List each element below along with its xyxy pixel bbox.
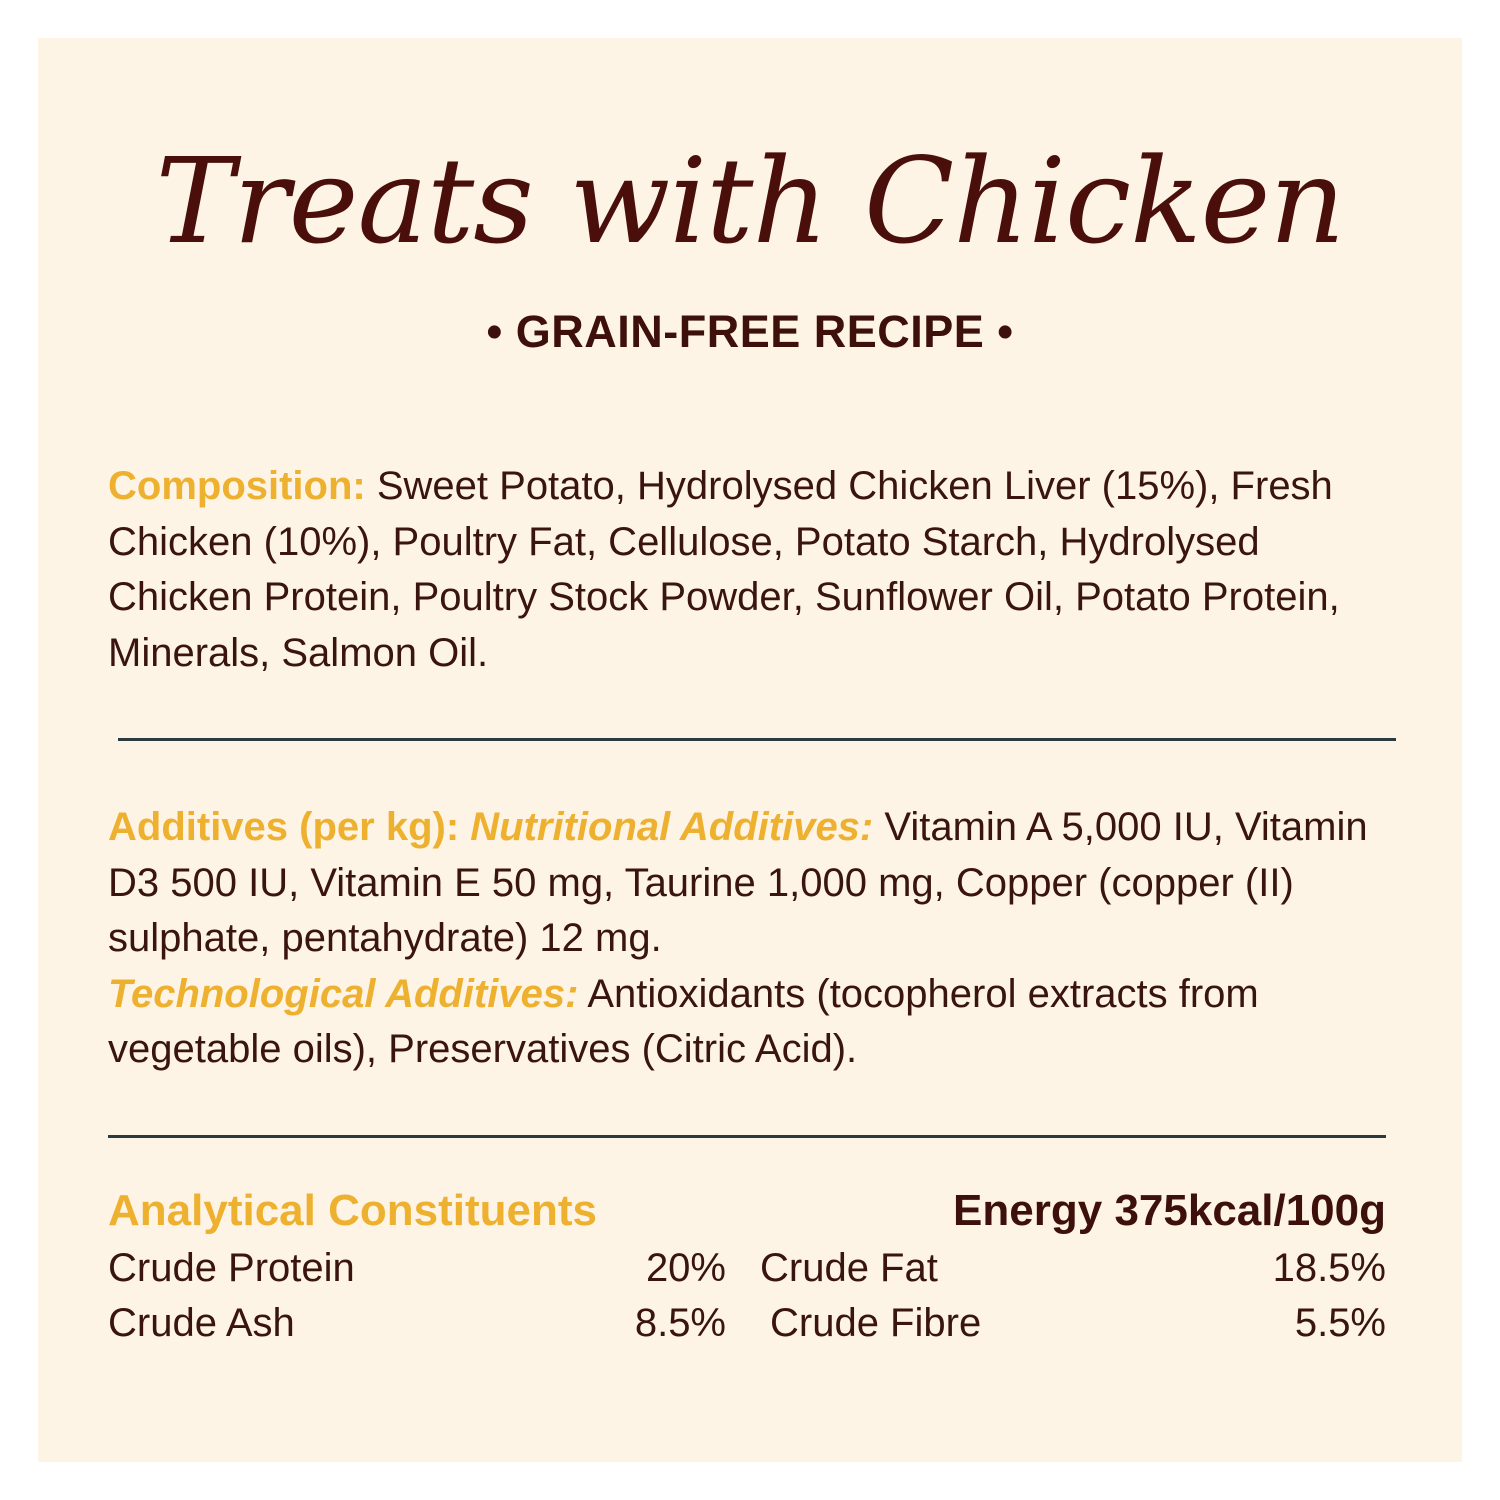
divider-line xyxy=(118,738,1396,741)
grain-free-subtitle: • GRAIN-FREE RECIPE • xyxy=(486,306,1014,357)
composition-section xyxy=(108,459,1398,681)
nutritional-additives-label: Nutritional Additives: xyxy=(470,805,874,849)
crude-protein-label: Crude Protein xyxy=(108,1246,355,1290)
crude-fibre-value: 5.5% xyxy=(1294,1301,1386,1345)
label-panel xyxy=(38,38,1462,1462)
composition-text: Sweet Potato, Hydrolysed Chicken Liver (15%), Fresh Chicken (10%), Poultry Fat, Cellulose, Potato Starch, Hydrolysed Chicken Protein, Poultry Stock Powder, Sunflower Oil, Potato Protein, Minerals, Salmon Oil. xyxy=(108,464,1340,675)
divider-line xyxy=(108,1135,1386,1138)
technological-additives-label: Technological Additives: xyxy=(108,971,579,1016)
additives-label: Additives (per kg): xyxy=(108,805,460,849)
crude-fibre-label: Crude Fibre xyxy=(770,1301,982,1345)
additives-section xyxy=(108,800,1398,1078)
nutritional-additives-text: Vitamin A 5,000 IU, Vitamin D3 500 IU, Vitamin E 50 mg, Taurine 1,000 mg, Copper (copper (II) sulphate, pentahydrate) 12 mg. xyxy=(108,805,1368,960)
technological-additives-text: Antioxidants (tocopherol extracts from vegetable oils), Preservatives (Citric Acid). xyxy=(108,971,1259,1071)
crude-protein-value: 20% xyxy=(645,1246,726,1290)
crude-ash-value: 8.5% xyxy=(634,1301,726,1345)
crude-ash-label: Crude Ash xyxy=(108,1301,295,1345)
crude-fat-value: 18.5% xyxy=(1272,1246,1386,1290)
energy-value: Energy 375kcal/100g xyxy=(953,1186,1386,1235)
product-title: Treats with Chicken xyxy=(155,132,1345,270)
composition-label: Composition: xyxy=(108,464,366,508)
analytical-heading: Analytical Constituents xyxy=(108,1186,597,1235)
crude-fat-label: Crude Fat xyxy=(760,1246,938,1290)
